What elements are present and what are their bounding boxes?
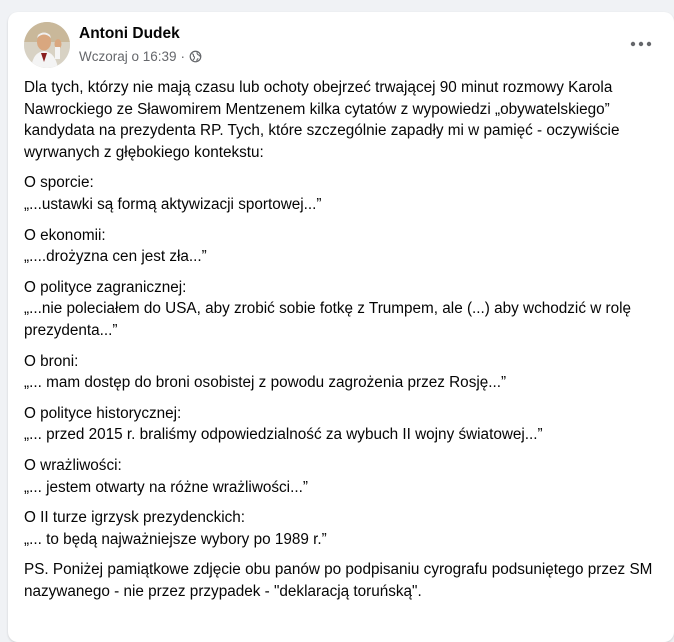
quote-topic: O broni: bbox=[24, 352, 79, 370]
quote-topic: O sporcie: bbox=[24, 174, 94, 192]
more-options-icon[interactable] bbox=[626, 32, 656, 56]
quote-section bbox=[24, 225, 664, 268]
quote-text: „...ustawki są formą aktywizacji sportowej...” bbox=[24, 195, 322, 213]
post-card bbox=[8, 12, 674, 642]
quote-section bbox=[24, 403, 664, 446]
quote-text: „... mam dostęp do broni osobistej z powodu zagrożenia przez Rosję...” bbox=[24, 374, 507, 392]
quote-text: „...nie poleciałem do USA, aby zrobić sobie fotkę z Trumpem, ale (...) aby wchodzić w rolę prezydenta...” bbox=[24, 300, 632, 339]
quote-section bbox=[24, 507, 664, 550]
quote-section bbox=[24, 172, 664, 215]
profile-photo-icon bbox=[24, 22, 70, 68]
quote-topic: O II turze igrzysk prezydenckich: bbox=[24, 509, 246, 527]
quote-text: „... przed 2015 r. braliśmy odpowiedzialność za wybuch II wojny światowej...” bbox=[24, 426, 543, 444]
author-name[interactable]: Antoni Dudek bbox=[79, 25, 180, 42]
quote-section bbox=[24, 351, 664, 394]
quote-text: „....drożyzna cen jest zła...” bbox=[24, 248, 207, 266]
quote-topic: O wrażliwości: bbox=[24, 456, 122, 474]
quote-text: „... to będą najważniejsze wybory po 1989 r.” bbox=[24, 530, 327, 548]
post-timestamp[interactable]: Wczoraj o 16:39 bbox=[79, 49, 177, 64]
meta-separator: · bbox=[180, 49, 186, 64]
globe-icon[interactable] bbox=[189, 50, 202, 63]
post-postscript: PS. Poniżej pamiątkowe zdjęcie obu panów po podpisaniu cyrografu podsuniętego przez SM nazywanego - nie przez przypadek - "deklaracją toruńską". bbox=[24, 561, 653, 600]
quote-topic: O ekonomii: bbox=[24, 226, 106, 244]
post-content bbox=[24, 77, 664, 611]
quote-topic: O polityce zagranicznej: bbox=[24, 278, 187, 296]
quote-text: „... jestem otwarty na różne wrażliwości...” bbox=[24, 478, 308, 496]
post-meta bbox=[79, 49, 202, 64]
quote-section bbox=[24, 277, 664, 342]
avatar[interactable] bbox=[24, 22, 70, 68]
quote-topic: O polityce historycznej: bbox=[24, 404, 182, 422]
quote-section bbox=[24, 455, 664, 498]
post-intro: Dla tych, którzy nie mają czasu lub ochoty obejrzeć trwającej 90 minut rozmowy Karola Nawrockiego ze Sławomirem Mentzenem kilka cytatów z wypowiedzi „obywatelskiego” kandydata na prezydenta RP. Tych, które szczególnie zapadły mi w pamięć - oczywiście wyrwanych z głębokiego kontekstu: bbox=[24, 79, 620, 161]
